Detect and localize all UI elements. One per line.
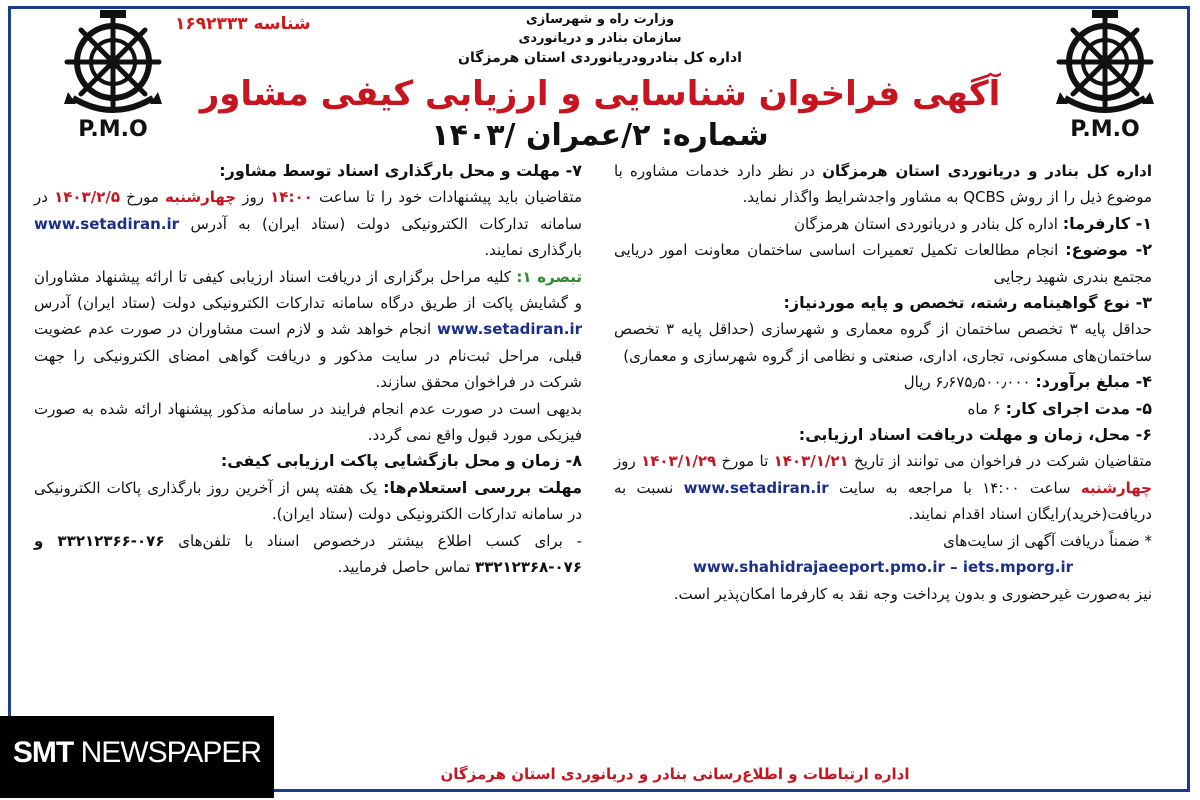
left-column bbox=[34, 158, 582, 581]
ad-number: شماره: ۲/عمران /۱۴۰۳ bbox=[431, 118, 769, 153]
pmo-logo-left bbox=[38, 10, 188, 140]
ad-footer: اداره ارتباطات و اطلاع‌رسانی بنادر و دریانوردی استان هرمزگان bbox=[440, 765, 910, 783]
setadiran-link[interactable]: www.setadiran.ir bbox=[683, 478, 829, 497]
contact-text: - برای کسب اطلاع بیشتر درخصوص اسناد با تلفن‌های ۰۷۶-۳۳۲۱۲۳۶۶ و ۰۷۶-۳۳۲۱۲۳۶۸ تماس حاصل فرمایید. bbox=[34, 531, 582, 577]
note-rest: نیز به‌صورت غیرحضوری و بدون پرداخت وجه نقد به کارفرما امکان‌پذیر است. bbox=[673, 584, 1152, 603]
smt-newspaper-watermark bbox=[0, 716, 274, 798]
section-upload-heading: ۷- مهلت و محل بارگذاری اسناد توسط مشاور: bbox=[219, 161, 582, 180]
physical-submission-note: بدیهی است در صورت عدم انجام فرایند در سامانه مذکور پیشنهاد ارائه شده به صورت فیزیکی مورد قبول واقع نمی گردد. bbox=[34, 399, 582, 445]
section-upload-text: متقاضیان باید پیشنهادات خود را تا ساعت ۱۴:۰۰ روز چهارشنبه مورخ ۱۴۰۳/۲/۵ در سامانه تدارکات الکترونیکی دولت (ستاد ایران) به آدرس www.setadiran.ir بارگذاری نمایند. bbox=[34, 188, 582, 260]
logo-label: P.M.O bbox=[1070, 117, 1140, 142]
section-subject: ۲- موضوع: انجام مطالعات تکمیل تعمیرات اساسی ساختمان معاونت امور دریایی مجتمع بندری شهید رجایی bbox=[614, 240, 1152, 286]
start-date: ۱۴۰۳/۱/۲۱ bbox=[773, 452, 849, 471]
logo-label: P.M.O bbox=[78, 117, 148, 142]
directorate-name: اداره کل بنادرودریانوردی استان هرمزگان bbox=[458, 50, 742, 66]
weekday: چهارشنبه bbox=[1080, 478, 1152, 497]
setadiran-link[interactable]: www.setadiran.ir bbox=[34, 214, 180, 233]
section-duration: ۵- مدت اجرای کار: ۶ ماه bbox=[967, 398, 1152, 418]
deadline-weekday: چهارشنبه bbox=[165, 188, 237, 207]
section-documents-text: متقاضیان شرکت در فراخوان می توانند از تاریخ ۱۴۰۳/۱/۲۱ تا مورخ ۱۴۰۳/۱/۲۹ روز چهارشنبه ساعت ۱۴:۰۰ با مراجعه به سایت www.setadiran.ir نسبت به دریافت(خرید)رایگان اسناد اقدام نمایند. bbox=[614, 452, 1153, 524]
organization-name: سازمان بنادر و دریانوردی bbox=[518, 31, 682, 46]
intro-paragraph: اداره کل بنادر و دریانوردی استان هرمزگان در نظر دارد خدمات مشاوره با موضوع ذیل را از روش QCBS به مشاور واجدشرایط واگذار نماید. bbox=[614, 162, 1152, 207]
section-opening-text: مهلت بررسی استعلام‌ها: یک هفته پس از آخرین روز بارگذاری پاکات الکترونیکی در سامانه تدارکات الکترونیکی دولت (ستاد ایران). bbox=[34, 477, 583, 524]
phone-numbers: ۰۷۶-۳۳۲۱۲۳۶۶ و ۰۷۶-۳۳۲۱۲۳۶۸ bbox=[34, 531, 582, 577]
watermark-rest: NEWSPAPER bbox=[80, 736, 262, 769]
section-certificate-text: حداقل پایه ۳ تخصص ساختمان از گروه معماری و شهرسازی (حداقل پایه ۳ تخصص ساختمان‌های مسکونی، تجاری، اداری، صنعتی و نظامی از گروه شهرسازی و معماری) bbox=[614, 320, 1152, 365]
setadiran-link[interactable]: www.setadiran.ir bbox=[436, 320, 582, 339]
section-employer: ۱- کارفرما: اداره کل بنادر و دریانوردی استان هرمزگان bbox=[793, 213, 1152, 233]
ministry-name: وزارت راه و شهرسازی bbox=[525, 12, 675, 27]
pmo-logo-right bbox=[1030, 10, 1180, 140]
section-opening-heading: ۸- زمان و محل بازگشایی پاکت ارزیابی کیفی: bbox=[220, 451, 582, 471]
note-text: * ضمناً دریافت آگهی از سایت‌های bbox=[943, 531, 1152, 550]
deadline-time: ۱۴:۰۰ bbox=[270, 188, 313, 207]
ad-title: آگهی فراخوان شناسایی و ارزیابی کیفی مشاور bbox=[199, 74, 1001, 114]
anchor-wheel-icon bbox=[38, 10, 188, 120]
section-estimate: ۴- مبلغ برآورد: ۶٫۶۷۵٫۵۰۰٫۰۰۰ ریال bbox=[903, 372, 1152, 392]
note-1: تبصره ۱: کلیه مراحل برگزاری از دریافت اسناد ارزیابی کیفی تا ارائه پیشنهاد مشاوران و گشایش پاکت از طریق درگاه سامانه تدارکات الکترونیکی دولت (ستاد ایران) آدرس www.setadiran.ir انجام خواهد شد و لازم است مشاوران در صورت عدم عضویت قبلی، مراحل ثبت‌نام در سایت مذکور و دریافت گواهی امضای الکترونیکی را جهت شرکت در فراخوان محقق سازند. bbox=[34, 267, 582, 392]
section-documents-heading: ۶- محل، زمان و مهلت دریافت اسناد ارزیابی: bbox=[798, 425, 1152, 445]
end-date: ۱۴۰۳/۱/۲۹ bbox=[641, 452, 717, 471]
ad-id: شناسه ۱۶۹۲۳۳۳ bbox=[175, 14, 311, 34]
section-certificate-heading: ۳- نوع گواهینامه رشته، تخصص و پایه موردنیاز: bbox=[783, 293, 1152, 313]
deadline-date: ۱۴۰۳/۲/۵ bbox=[54, 188, 120, 207]
anchor-wheel-icon bbox=[1030, 10, 1180, 120]
note-sites-link[interactable]: www.shahidrajaeeport.pmo.ir – iets.mporg.ir bbox=[692, 558, 1074, 577]
watermark-bold: SMT bbox=[12, 736, 74, 769]
right-column bbox=[614, 158, 1152, 607]
